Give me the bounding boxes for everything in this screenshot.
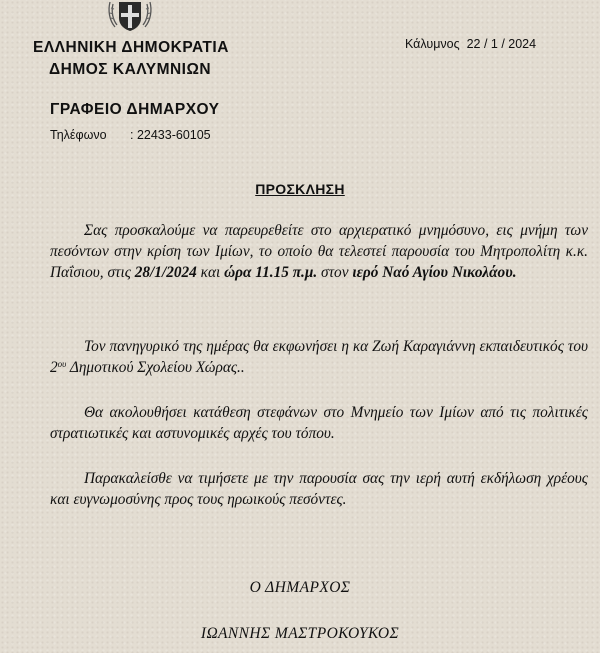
office-heading: ΓΡΑΦΕΙΟ ΔΗΜΑΡΧΟΥ <box>50 101 220 118</box>
event-date: 28/1/2024 <box>134 264 197 281</box>
place-date: Κάλυμνος 22 / 1 / 2024 <box>405 37 537 51</box>
signature-role: Ο ΔΗΜΑΡΧΟΣ <box>249 579 351 596</box>
phone-number: : 22433-60105 <box>130 128 211 142</box>
speech-paragraph: Τον πανηγυρικό της ημέρας θα εκφωνήσει η κα Ζωή Καραγιάννη εκπαιδευτικός του $2^{o\upsilon}$ Δημοτικού Σχολείου Χώρας.. <box>50 338 588 376</box>
closing-paragraph: Παρακαλείσθε να τιμήσετε με την παρουσία σας την ιερή αυτή εκδήλωση χρέους και ευγνωμοσύνης προς τους ηρωικούς πεσόντες. <box>50 470 588 508</box>
municipality-heading: ΔΗΜΟΣ ΚΑΛΥΜΝΙΩΝ <box>49 61 212 78</box>
invitation-paragraph: Σας προσκαλούμε να παρευρεθείτε στο αρχιερατικό μνημόσυνο, εις μνήμη των πεσόντων στην κρίση των Ιμίων, το οποίο θα τελεστεί παρουσία του Μητροπολίτη κ.κ. Παΐσιου, στις 28/1/2024 και ώρα 11.15 π.μ. στον ιερό Ναό Αγίου Νικολάου. <box>50 222 588 281</box>
greek-coat-of-arms-icon <box>107 0 153 32</box>
event-place: ιερό Ναό Αγίου Νικολάου. <box>352 264 517 281</box>
phone-label: Τηλέφωνο <box>50 128 107 142</box>
wreath-paragraph: Θα ακολουθήσει κατάθεση στεφάνων στο Μνημείο των Ιμίων από τις πολιτικές στρατιωτικές και αστυνομικές αρχές του τόπου. <box>50 404 588 442</box>
signature-name: ΙΩΑΝΝΗΣ ΜΑΣΤΡΟΚΟΥΚΟΣ <box>200 625 400 642</box>
event-time: ώρα 11.15 π.μ. <box>224 264 318 281</box>
document-title: ΠΡΟΣΚΛΗΣΗ <box>255 181 345 197</box>
republic-heading: ΕΛΛΗΝΙΚΗ ΔΗΜΟΚΡΑΤΙΑ <box>33 39 229 56</box>
